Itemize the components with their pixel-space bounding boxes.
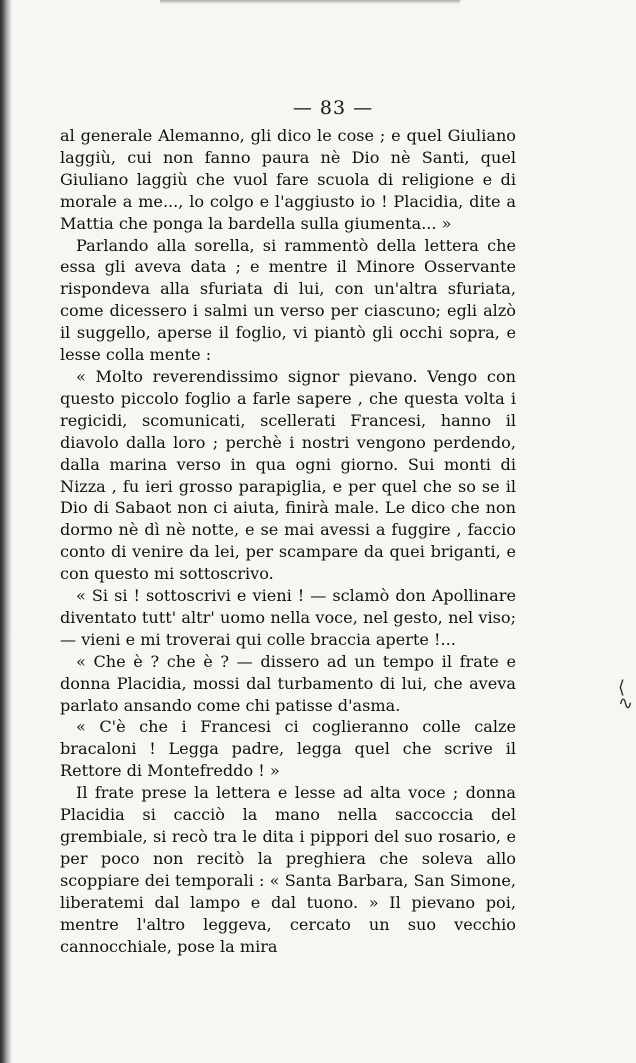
body-text (60, 125, 516, 957)
paragraph-5: « Che è ? che è ? — dissero ad un tempo il frate e donna Placidia, mossi dal turbamento di lui, che aveva parlato ansando come chi patisse d'asma. (60, 651, 516, 715)
binding-edge (0, 0, 12, 1063)
paragraph-3: « Molto reverendissimo signor pievano. Vengo con questo piccolo foglio a farle sapere , che questa volta i regicidi, scomunicati, scellerati Francesi, hanno il diavolo dalla loro ; perchè i nostri vengono perdendo, dalla marina verso in qua ogni giorno. Sui monti di Nizza , fu ieri grosso parapiglia, e per quel che so se il Dio di Sabaot non ci aiuta, finirà male. Le dico che non dormo nè dì nè notte, e se mai avessi a fuggire , faccio conto di venire da lei, per scampare da quei briganti, e con questo mi sottoscrivo. (60, 366, 516, 584)
paragraph-7: Il frate prese la lettera e lesse ad alta voce ; donna Placidia si cacciò la mano nella saccoccia del grembiale, si recò tra le dita i pippori del suo rosario, e per poco non recitò la preghiera che soleva allo scoppiare dei temporali : « Santa Barbara, San Simone, liberatemi dal lampo e dal tuono. » Il pievano poi, mentre l'altro leggeva, cercato un suo vecchio cannocchiale, pose la mira (60, 783, 516, 956)
paragraph-2: Parlando alla sorella, si rammentò della lettera che essa gli aveva data ; e mentre il Minore Osservante rispondeva alla sfuriata di lui, con un'altra sfuriata, come dicessero i salmi un verso per ciascuno; egli alzò il suggello, aperse il foglio, vi piantò gli occhi sopra, e lesse colla mente : (60, 235, 516, 365)
margin-mark-icon: ⟨ ∿ (618, 677, 634, 714)
paragraph-4: « Si si ! sottoscrivi e vieni ! — sclamò don Apollinare diventato tutt' altr' uomo nella voce, nel gesto, nel viso; — vieni e mi troverai qui colle braccia aperte !... (60, 586, 516, 649)
paragraph-1: al generale Alemanno, gli dico le cose ; e quel Giuliano laggiù, cui non fanno paura nè Dio nè Santi, quel Giuliano laggiù che vuol fare scuola di religione e di morale a me..., lo colgo e l'aggiusto io ! Placidia, dite a Mattia che ponga la bardella sulla giumenta... » (60, 126, 516, 233)
scan-shadow (160, 0, 460, 4)
page-number: — 83 — (292, 97, 374, 119)
paragraph-6: « C'è che i Francesi ci coglieranno colle calze bracaloni ! Legga padre, legga quel che scrive il Rettore di Montefreddo ! » (60, 717, 516, 781)
